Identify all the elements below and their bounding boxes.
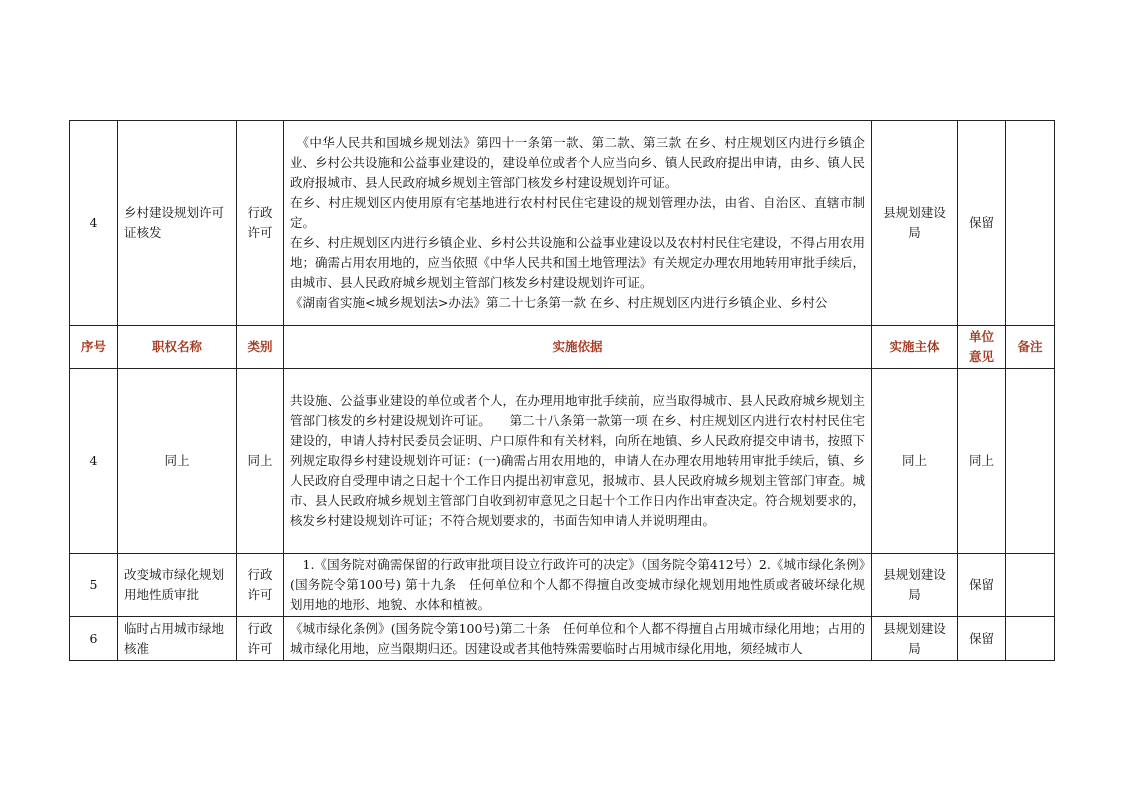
power-name: 同上 [118,369,237,554]
row-number: 4 [70,121,118,326]
category: 同上 [237,369,284,554]
table-row [70,617,1055,661]
header-basis: 实施依据 [284,326,872,369]
remark [1006,617,1055,661]
row-number: 4 [70,369,118,554]
power-name: 乡村建设规划许可证核发 [118,121,237,326]
header-remark: 备注 [1006,326,1055,369]
table-row [70,554,1055,617]
unit-opinion: 保留 [958,617,1006,661]
row-number: 6 [70,617,118,661]
header-opinion: 单位 意见 [958,326,1006,369]
header-name: 职权名称 [118,326,237,369]
implementing-body: 县规划建设局 [872,617,958,661]
unit-opinion: 保留 [958,121,1006,326]
legal-basis: 《城市绿化条例》(国务院令第100号)第二十条 任何单位和个人都不得擅自占用城市绿化用地；占用的城市绿化用地，应当限期归还。因建设或者其他特殊需要临时占用城市绿化用地，须经城市人 [284,617,872,661]
category: 行政许可 [237,121,284,326]
implementing-body: 县规划建设局 [872,121,958,326]
remark [1006,554,1055,617]
implementing-body: 县规划建设局 [872,554,958,617]
remark [1006,121,1055,326]
header-subject: 实施主体 [872,326,958,369]
legal-basis: 共设施、公益事业建设的单位或者个人，在办理用地审批手续前，应当取得城市、县人民政府城乡规划主管部门核发的乡村建设规划许可证。 第二十八条第一款第一项 在乡、村庄规划区内进行农村村民住宅建设的，申请人持村民委员会证明、户口原件和有关材料，向所在地镇、乡人民政府提交申请书，按照下列规定取得乡村建设规划许可证：(一)确需占用农用地的，申请人在办理农用地转用审批手续后，镇、乡人民政府自受理申请之日起十个工作日内提出初审意见，报城市、县人民政府城乡规划主管部门审查。城市、县人民政府城乡规划主管部门自收到初审意见之日起十个工作日内作出审查决定。符合规划要求的，核发乡村建设规划许可证；不符合规划要求的，书面告知申请人并说明理由。 [284,369,872,554]
header-no: 序号 [70,326,118,369]
power-name: 临时占用城市绿地核准 [118,617,237,661]
legal-basis: 1.《国务院对确需保留的行政审批项目设立行政许可的决定》（国务院令第412号）2.《城市绿化条例》(国务院令第100号) 第十九条 任何单位和个人都不得擅自改变城市绿化规划用地性质或者破坏绿化规划用地的地形、地貌、水体和植被。 [284,554,872,617]
row-number: 5 [70,554,118,617]
table-row [70,121,1055,326]
category: 行政许可 [237,617,284,661]
category: 行政许可 [237,554,284,617]
permit-table [69,120,1055,661]
table-row [70,369,1055,554]
legal-basis: 《中华人民共和国城乡规划法》第四十一条第一款、第二款、第三款 在乡、村庄规划区内进行乡镇企业、乡村公共设施和公益事业建设的，建设单位或者个人应当向乡、镇人民政府提出申请，由乡、镇人民政府报城市、县人民政府城乡规划主管部门核发乡村建设规划许可证。 在乡、村庄规划区内使用原有宅基地进行农村村民住宅建设的规划管理办法，由省、自治区、直辖市制定。 在乡、村庄规划区内进行乡镇企业、乡村公共设施和公益事业建设以及农村村民住宅建设，不得占用农用地；确需占用农用地的，应当依照《中华人民共和国土地管理法》有关规定办理农用地转用审批手续后，由城市、县人民政府城乡规划主管部门核发乡村建设规划许可证。 《湖南省实施<城乡规划法>办法》第二十七条第一款 在乡、村庄规划区内进行乡镇企业、乡村公 [284,121,872,326]
header-type: 类别 [237,326,284,369]
table-header-row [70,326,1055,369]
unit-opinion: 同上 [958,369,1006,554]
unit-opinion: 保留 [958,554,1006,617]
power-name: 改变城市绿化规划用地性质审批 [118,554,237,617]
remark [1006,369,1055,554]
implementing-body: 同上 [872,369,958,554]
